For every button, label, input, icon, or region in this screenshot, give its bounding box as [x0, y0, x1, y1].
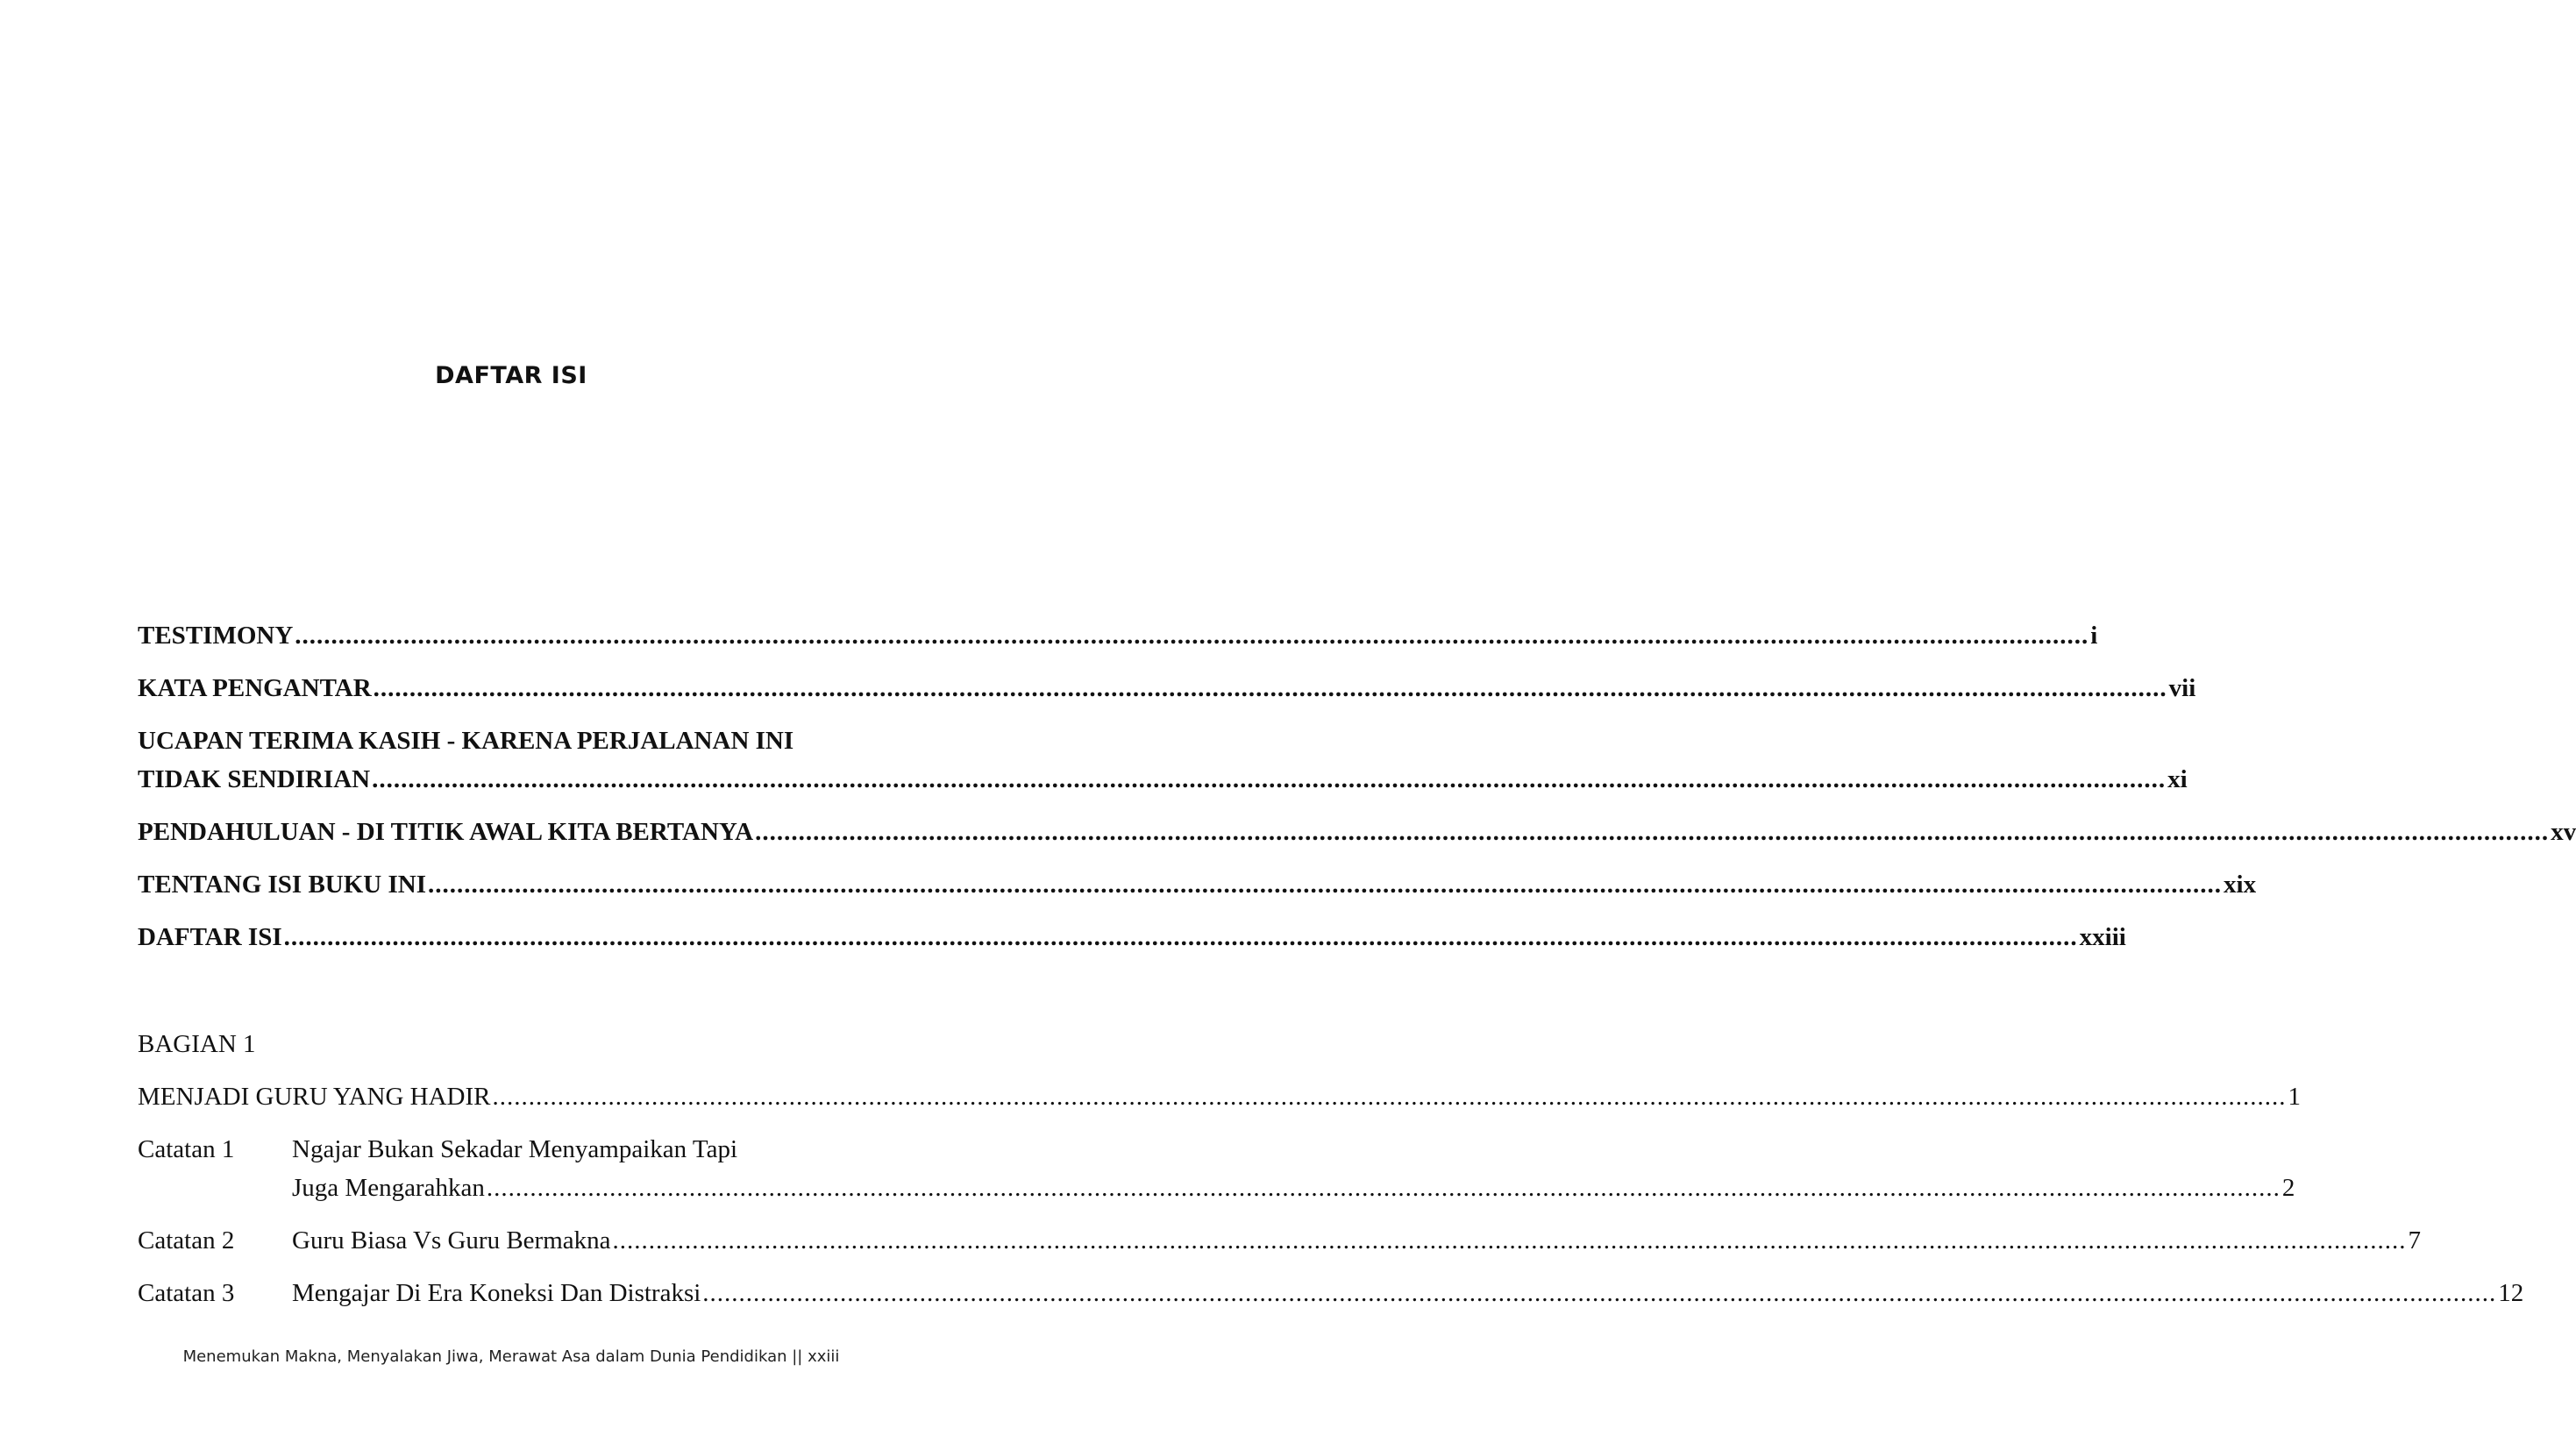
note-title: Mengajar Di Era Koneksi Dan Distraksi	[292, 1279, 701, 1307]
toc-entry-page: xxiii	[2079, 923, 2126, 951]
toc-entry-label-line1: UCAPAN TERIMA KASIH - KARENA PERJALANAN INI	[138, 727, 794, 755]
toc-entry-label: TESTIMONY	[138, 622, 294, 650]
part-title: MENJADI GURU YANG HADIR	[138, 1083, 491, 1111]
note-title-line1: Ngajar Bukan Sekadar Menyampaikan Tapi	[292, 1135, 737, 1163]
page-footer: Menemukan Makna, Menyalakan Jiwa, Merawat Asa dalam Dunia Pendidikan || xxiii	[182, 1347, 840, 1366]
toc-entry-testimony	[138, 616, 2098, 655]
part-label: BAGIAN 1	[138, 1030, 256, 1058]
toc-entry-label: PENDAHULUAN - DI TITIK AWAL KITA BERTANYA	[138, 818, 754, 846]
dot-leader	[284, 918, 2078, 956]
dot-leader	[487, 1169, 2281, 1207]
toc-entry-label: KATA PENGANTAR	[138, 674, 372, 702]
dot-leader	[613, 1221, 2407, 1260]
toc-entry-page: xix	[2224, 871, 2257, 899]
note-title: Guru Biasa Vs Guru Bermakna	[292, 1226, 611, 1255]
note-label: Catatan 1	[138, 1135, 235, 1163]
dot-leader	[493, 1077, 2287, 1116]
note-entry-1	[138, 1130, 2295, 1207]
note-page: 2	[2281, 1174, 2295, 1202]
toc-entry-pendahuluan	[138, 813, 2576, 851]
toc-entry-page: xv	[2551, 818, 2576, 846]
part-page: 1	[2288, 1083, 2302, 1111]
note-entry-2	[138, 1221, 2422, 1260]
dot-leader	[702, 1274, 2496, 1312]
toc-entry-label: TENTANG ISI BUKU INI	[138, 871, 427, 899]
part-title-entry	[138, 1077, 2302, 1116]
dot-leader	[755, 813, 2549, 851]
dot-leader	[295, 616, 2089, 655]
toc-entry-label-line2: TIDAK SENDIRIAN	[138, 765, 371, 793]
toc-entry-daftar-isi	[138, 918, 2126, 956]
toc-part-section	[138, 1025, 2524, 1326]
toc-entry-kata-pengantar	[138, 669, 2196, 707]
toc-entry-ucapan-terima-kasih	[138, 721, 2188, 799]
dot-leader	[372, 760, 2166, 799]
toc-entry-page: xi	[2167, 765, 2188, 793]
dot-leader	[374, 669, 2167, 707]
dot-leader	[428, 865, 2222, 904]
toc-entry-page: vii	[2168, 674, 2196, 702]
toc-entry-tentang-isi-buku	[138, 865, 2257, 904]
note-entry-3	[138, 1274, 2524, 1312]
toc-entry-page: i	[2090, 622, 2098, 650]
note-label: Catatan 3	[138, 1279, 235, 1307]
note-page: 12	[2498, 1279, 2524, 1307]
page-title: DAFTAR ISI	[435, 362, 587, 389]
note-page: 7	[2408, 1226, 2422, 1255]
toc-entry-label: DAFTAR ISI	[138, 923, 282, 951]
note-label: Catatan 2	[138, 1226, 235, 1255]
table-of-contents	[138, 616, 2576, 956]
note-title-line2: Juga Mengarahkan	[292, 1174, 485, 1202]
